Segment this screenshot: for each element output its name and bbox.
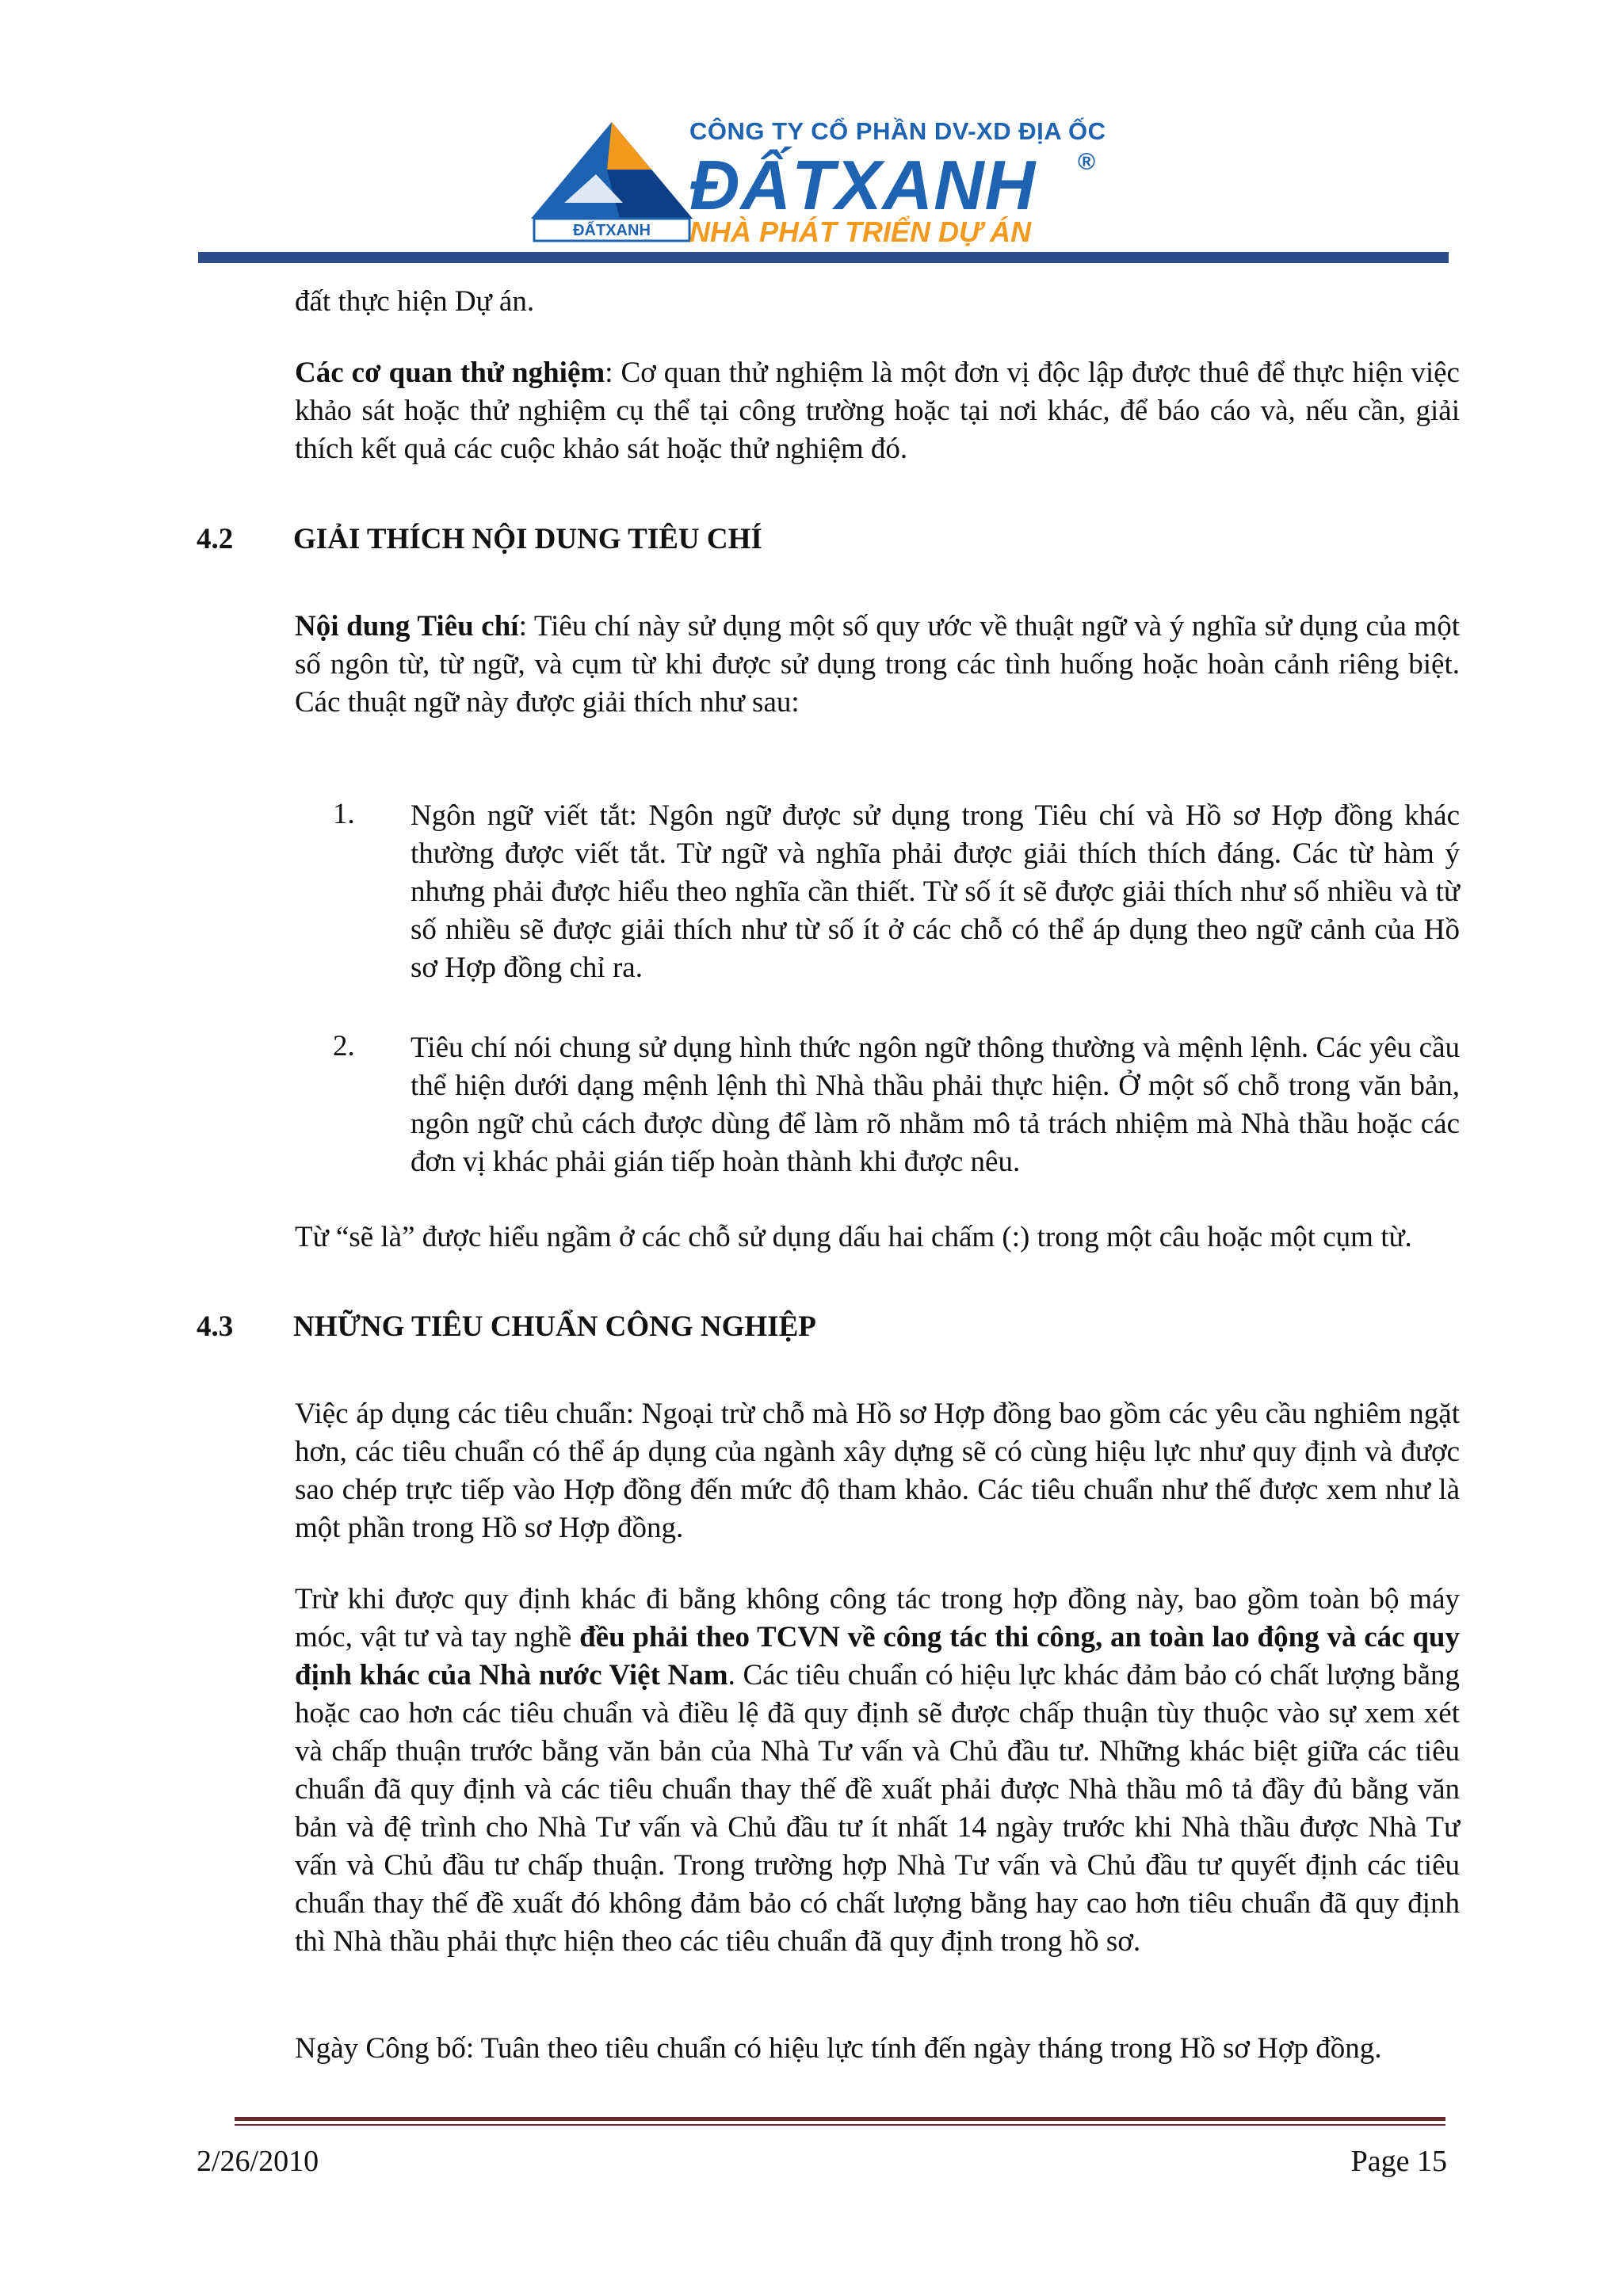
footer-date: 2/26/2010 [197, 2145, 319, 2178]
brand-name: ĐẤTXANH [689, 146, 1037, 224]
paragraph-implied-meaning: Từ “sẽ là” được hiểu ngầm ở các chỗ sử dụng dấu hai chấm (:) trong một câu hoặc một cụm từ. [295, 1221, 1412, 1253]
section-number: 4.3 [197, 1310, 234, 1343]
list-item-text: Tiêu chí nói chung sử dụng hình thức ngôn ngữ thông thường và mệnh lệnh. Các yêu cầu thể hiện dưới dạng mệnh lệnh thì Nhà thầu phải thực hiện. Ở một số chỗ trong văn bản, ngôn ngữ chủ cách được dùng để làm rõ nhằm mô tả trách nhiệm mà Nhà thầu hoặc các đơn vị khác phải gián tiếp hoàn thành khi được nêu. [411, 1032, 1460, 1178]
footer-divider-thin [235, 2124, 1445, 2126]
tagline: NHÀ PHÁT TRIỂN DỰ ÁN [689, 215, 1032, 248]
section-title: GIẢI THÍCH NỘI DUNG TIÊU CHÍ [293, 523, 762, 555]
logo-caption: ĐẤTXANH [573, 222, 651, 239]
term-definition: : Cơ quan thử nghiệm là một đơn vị độc lập được thuê để thực hiện việc khảo sát hoặc thử nghiệm cụ thể tại công trường hoặc tại nơi khác, để báo cáo và, nếu cần, giải thích kết quả các cuộc khảo sát hoặc thử nghiệm đó. [295, 357, 1460, 465]
term-bold: Các cơ quan thử nghiệm [295, 357, 605, 389]
paragraph-publication-date: Ngày Công bố: Tuân theo tiêu chuẩn có hiệu lực tính đến ngày tháng trong Hồ sơ Hợp đồng. [295, 2032, 1382, 2065]
paragraph-standards-compliance [295, 1581, 1460, 1961]
term-bold: Nội dung Tiêu chí [295, 610, 519, 643]
registered-mark: ® [1078, 149, 1096, 175]
emphasis-bold: đều phải theo TCVN về công tác thi công, an toàn lao động và các quy định khác của Nhà nước Việt Nam [295, 1621, 1460, 1691]
header-divider [198, 252, 1449, 263]
paragraph-criteria-content [295, 608, 1460, 722]
datxanh-logo-icon [525, 117, 699, 244]
section-number: 4.2 [197, 523, 234, 555]
paragraph-text: . Các tiêu chuẩn có hiệu lực khác đảm bảo có chất lượng bằng hoặc cao hơn các tiêu chuẩn và điều lệ đã quy định sẽ được chấp thuận tùy thuộc vào sự xem xét và chấp thuận trước bằng văn bản của Nhà Tư vấn và Chủ đầu tư. Những khác biệt giữa các tiêu chuẩn đã quy định và các tiêu chuẩn thay thế đề xuất phải được Nhà thầu mô tả đầy đủ bằng văn bản và đệ trình cho Nhà Tư vấn và Chủ đầu tư ít nhất 14 ngày trước khi Nhà thầu được Nhà Tư vấn và Chủ đầu tư chấp thuận. Trong trường hợp Nhà Tư vấn và Chủ đầu tư quyết định các tiêu chuẩn thay thế đề xuất đó không đảm bảo có chất lượng bằng hay cao hơn tiêu chuẩn đã quy định thì Nhà thầu phải thực hiện theo các tiêu chuẩn đã quy định trong hồ sơ. [295, 1659, 1461, 1958]
paragraph-continuation: đất thực hiện Dự án. [295, 285, 535, 318]
paragraph-text: Trừ khi được quy định khác đi bằng không công tác trong hợp đồng này, bao gồm toàn bộ máy móc, vật tư và tay nghề [295, 1583, 1460, 1653]
footer-divider [235, 2117, 1445, 2121]
term-definition: : Tiêu chí này sử dụng một số quy ước về thuật ngữ và ý nghĩa sử dụng của một số ngôn từ, từ ngữ, và cụm từ khi được sử dụng trong các tình huống hoặc hoàn cảnh riêng biệt. Các thuật ngữ này được giải thích như sau: [295, 610, 1460, 719]
company-line: CÔNG TY CỔ PHẦN DV-XD ĐỊA ỐC [689, 117, 1106, 145]
section-title: NHỮNG TIÊU CHUẨN CÔNG NGHIỆP [293, 1310, 816, 1343]
list-item-number: 1. [333, 798, 355, 830]
list-item-text: Ngôn ngữ viết tắt: Ngôn ngữ được sử dụng trong Tiêu chí và Hồ sơ Hợp đồng khác thường được viết tắt. Từ ngữ và nghĩa phải được giải thích thích đáng. Các từ hàm ý nhưng phải được hiểu theo nghĩa cần thiết. Từ số ít sẽ được giải thích như số nhiều và từ số nhiều sẽ được giải thích như từ số ít ở các chỗ có thể áp dụng theo ngữ cảnh của Hồ sơ Hợp đồng chỉ ra. [411, 799, 1460, 984]
paragraph-testing-agencies [295, 354, 1460, 468]
list-item-number: 2. [333, 1030, 355, 1062]
company-name-block [689, 117, 1133, 248]
page-number: Page 15 [1350, 2145, 1447, 2178]
paragraph-standards-application: Việc áp dụng các tiêu chuẩn: Ngoại trừ chỗ mà Hồ sơ Hợp đồng bao gồm các yêu cầu nghiêm ngặt hơn, các tiêu chuẩn có thể áp dụng của ngành xây dựng sẽ có cùng hiệu lực như quy định và được sao chép trực tiếp vào Hợp đồng đến mức độ tham khảo. Các tiêu chuẩn như thế được xem như là một phần trong Hồ sơ Hợp đồng. [295, 1398, 1460, 1544]
